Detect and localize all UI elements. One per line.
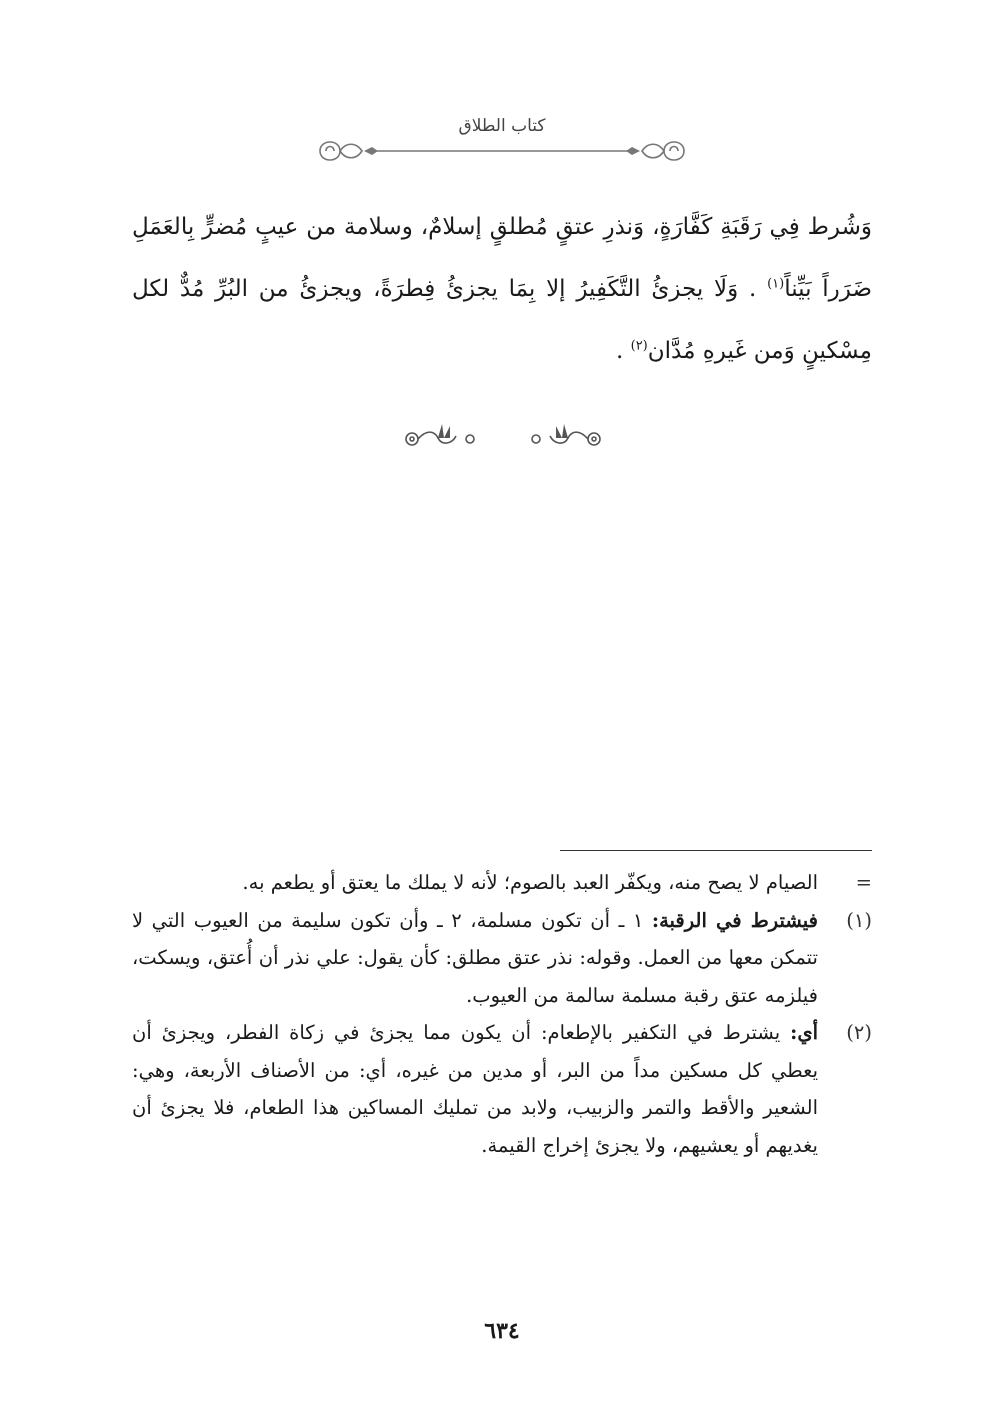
footnotes-section xyxy=(132,864,872,1164)
main-text-part3: . xyxy=(615,338,624,364)
footnote-text: ١ ـ أن تكون مسلمة، ٢ ـ وأن تكون سليمة من العيوب التي لا تتمكن معها من العمل. وقوله: نذر عتق مطلق: كأن يقول: علي نذر أن أُعتق، ويسكت، فيلزمه عتق رقبة مسلمة سالمة من العيوب. xyxy=(132,908,818,1007)
footnote-separator xyxy=(560,850,872,851)
footnote-marker[interactable]: (١) xyxy=(846,908,872,932)
section-divider-ornament-icon xyxy=(398,418,608,458)
page-number: ٦٣٤ xyxy=(484,1318,520,1344)
footnote-marker: = xyxy=(855,871,872,894)
footnote-2 xyxy=(132,1014,872,1164)
footnote-lead: فيشترط في الرقبة: xyxy=(651,908,818,932)
footnote-marker[interactable]: (٢) xyxy=(846,1021,872,1044)
footnote-text: الصيام لا يصح منه، ويكفّر العبد بالصوم؛ لأنه لا يملك ما يعتق أو يطعم به. xyxy=(242,871,818,894)
footnote-lead: أي: xyxy=(790,1021,819,1044)
footnote-text: يشترط في التكفير بالإطعام: أن يكون مما يجزئ في زكاة الفطر، ويجزئ أن يعطي كل مسكين مداً من البر، أو مدين من غيره، أي: من الأصناف الأربعة، وهي: الشعير والأقط والتمر والزبيب، ولابد من تمليك المساكين هذا الطعام، فلا يجزئ أن يغديهم أو يعشيهم، ولا يجزئ إخراج القيمة. xyxy=(132,1021,818,1157)
footnote-ref-2[interactable]: (٢) xyxy=(630,338,648,354)
footnote-continuation xyxy=(132,864,872,902)
footnote-1 xyxy=(132,902,872,1015)
main-text-part1: وَشُرط فِي رَقَبَةِ كَفَّارَةٍ، وَنذرِ عتقٍ مُطلقٍ إسلامٌ، وسلامة من عيبٍ مُضرٍّ بِالعَمَلِ ضَرَراً بَيِّناً xyxy=(132,214,872,302)
running-title: كتاب الطلاق xyxy=(458,116,546,136)
footnote-ref-1[interactable]: (١) xyxy=(767,276,785,292)
main-text-part2: . وَلَا يجزئُ التَّكَفِيرُ إلا بِمَا يجزئُ فِطرَةً، ويجزئُ من البُرِّ مُدٌّ لكل مِسْكينٍ وَمن غَيرهِ مُدَّان xyxy=(132,276,872,364)
main-paragraph xyxy=(132,196,872,382)
header-ornament-icon xyxy=(312,134,692,168)
